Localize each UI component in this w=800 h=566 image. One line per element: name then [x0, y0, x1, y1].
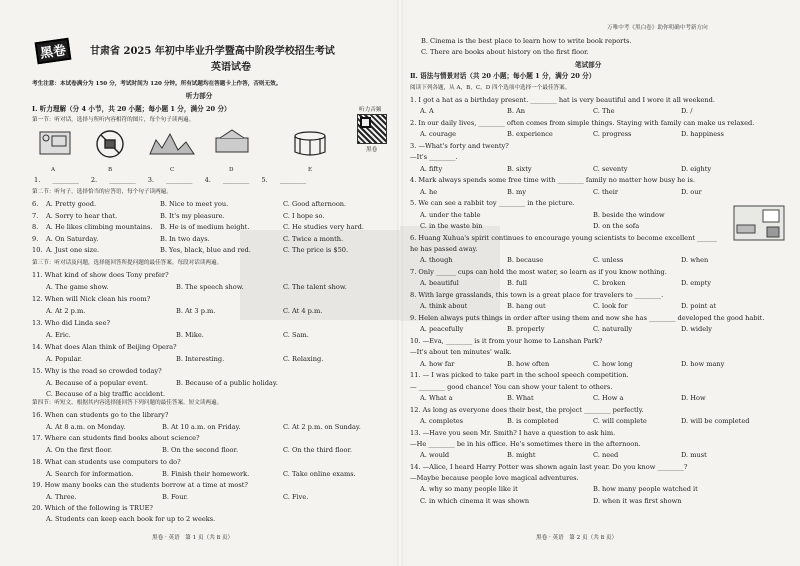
option-b: B. Four. — [162, 492, 188, 501]
option-b: B. The speech show. — [176, 283, 244, 291]
option-b: B. At 3 p.m. — [176, 307, 216, 315]
question-text: 2. In our daily lives, ________ often comes from simple things. Staying with family can make us relaxed. — [410, 119, 755, 127]
listening-sub2: 第二节：听句子，选择恰当的应答语，每个句子读两遍。 — [32, 189, 172, 195]
pic-label-e: E — [308, 167, 313, 173]
option-b: B. It's my pleasure. — [160, 211, 225, 220]
option-b: B. Because of a public holiday. — [176, 379, 278, 387]
question-text: 17. Where can students find books about science? — [32, 434, 200, 443]
option-b: B. how many people watched it — [593, 485, 698, 494]
question-text: 1. I got a hat as a birthday present. ________ hat is very beautiful and I wore it all weekend. — [410, 96, 715, 104]
option-d: D. widely — [681, 325, 712, 334]
answer-blanks: 1. ________ 2. ________ 3. ________ 4. ________ 5. ________ — [34, 176, 307, 184]
option-a: A. Popular. — [46, 355, 83, 363]
question-text-2: —He ________ be in his office. He's sometimes there in the afternoon. — [410, 439, 641, 448]
question-text: 13. —Have you seen Mr. Smith? I have a question to ask him. — [410, 428, 616, 437]
option-b: B. An — [507, 107, 526, 116]
option-c: C. need — [593, 451, 619, 460]
written-section-title: Ⅱ. 语法与情景对话（共 20 小题；每小题 1 分，满分 20 分） — [410, 72, 596, 80]
written-part-title: 笔试部分 — [575, 61, 602, 69]
option-a: A. under the table — [420, 210, 481, 219]
option-a: A. At 8 a.m. on Monday. — [46, 423, 126, 431]
option-a: A. Sorry to hear that. — [46, 211, 118, 220]
exam-subtitle: 英语试卷 — [211, 62, 251, 73]
question-text: 13. Who did Linda see? — [32, 319, 111, 327]
pic-label-d: D — [229, 167, 234, 173]
pic-label-c: C — [170, 167, 175, 173]
option-b: B. Interesting. — [176, 355, 225, 363]
option-a: A. Just one size. — [46, 246, 100, 255]
option-a: A. though — [420, 256, 453, 265]
option-b: B. because — [507, 256, 544, 265]
question-number: 7. — [32, 211, 39, 220]
written-instructions: 阅读下列各题，从 A，B，C，D 四个选项中选择一个最佳答案。 — [410, 85, 571, 91]
page-footer-left: 黑卷 · 英语 第 1 页（共 8 页） — [152, 535, 234, 541]
pic-label-a: A — [51, 167, 56, 173]
question-text: 10. —Eva, ________ is it from your home to Lanshan Park? — [410, 336, 603, 345]
cont-option-c: C. There are books about history on the first floor. — [421, 48, 589, 56]
question-text: 7. Only ______ cups can hold the most water, so learn as if you know nothing. — [410, 267, 667, 276]
option-c: C. seventy — [593, 164, 628, 173]
question-text-2: —It's ________. — [410, 153, 458, 162]
option-c: C. will complete — [593, 416, 647, 425]
option-c: C. Good afternoon. — [283, 200, 347, 208]
picture-c — [150, 134, 194, 154]
cont-option-b: B. Cinema is the best place to learn how to write book reports. — [421, 37, 632, 45]
question-number: 6. — [32, 200, 39, 208]
option-d: D. happiness — [681, 130, 724, 139]
option-a: A. Pretty good. — [46, 200, 97, 208]
question-text: 6. Huang Xuhua's spirit continues to encourage young scientists to become excellent ______ — [410, 233, 717, 242]
option-c: C. look for — [593, 302, 628, 311]
option-a: A. The game show. — [46, 283, 109, 291]
question-text-2: —It's about ten minutes' walk. — [410, 348, 512, 357]
question-text: 8. With large grasslands, this town is a great place for travelers to ________. — [410, 290, 664, 299]
picture-e — [295, 132, 325, 155]
option-c: C. On the third floor. — [283, 446, 352, 455]
exam-title: 甘肃省 2025 年初中毕业升学暨高中阶段学校招生考试 — [90, 46, 335, 57]
option-a: A. would — [420, 451, 450, 460]
picture-a — [40, 132, 70, 154]
option-a: A. On the first floor. — [46, 446, 113, 455]
option-c: C. how long — [593, 359, 633, 368]
rabbit-picture — [733, 205, 785, 241]
question-text: 18. What can students use computers to do? — [32, 457, 181, 466]
option-c: C. Relaxing. — [283, 355, 324, 363]
option-a: A. Because of a popular event. — [46, 379, 148, 387]
question-text: 16. When can students go to the library? — [32, 411, 169, 419]
option-d: D. / — [681, 107, 693, 116]
listening-sub3: 第三节：听对话及问题，选择能回答所提问题的最佳答案。每段对话读两遍。 — [32, 260, 223, 266]
option-b: B. full — [507, 279, 527, 288]
option-d: D. on the sofa — [593, 221, 640, 230]
option-a: A. beautiful — [420, 279, 459, 288]
option-d: D. empty — [681, 279, 711, 288]
option-d: D. our — [681, 187, 702, 196]
option-c: C. The price is $50. — [283, 246, 349, 255]
option-b: B. how often — [507, 359, 550, 368]
option-c: C. How a — [593, 393, 624, 402]
question-text-2: —Maybe because people love magical adventures. — [410, 474, 579, 483]
option-a: A. On Saturday. — [46, 234, 99, 243]
option-c: C. broken — [593, 279, 626, 288]
question-text: 11. — I was picked to take part in the school speech competition. — [410, 371, 629, 380]
page-footer-right: 黑卷 · 英语 第 2 页（共 8 页） — [536, 535, 618, 541]
option-b: B. properly — [507, 325, 545, 334]
option-b: B. He is of medium height. — [160, 223, 250, 232]
option-a: A. What a — [420, 393, 453, 402]
option-b: B. What — [507, 393, 534, 402]
question-text: 12. When will Nick clean his room? — [32, 295, 151, 303]
qr-label: 听力音频 — [359, 107, 382, 113]
option-b: B. Mike. — [176, 331, 204, 339]
question-text: 5. We can see a rabbit toy ________ in the picture. — [410, 199, 575, 208]
option-a: A. completes — [420, 416, 464, 425]
option-c: C. At 2 p.m. on Sunday. — [283, 423, 361, 431]
option-d: D. point at — [681, 302, 717, 311]
listening-pictures — [38, 128, 338, 166]
option-a: A. think about — [420, 302, 468, 311]
listening-section-title: Ⅰ. 听力理解（分 4 小节，共 20 小题；每小题 1 分，满分 20 分） — [32, 105, 231, 113]
option-c: C. I hope so. — [283, 211, 325, 220]
option-b: B. sixty — [507, 164, 532, 173]
qr-sub: 黑卷 — [366, 147, 378, 153]
question-text: 3. —What's forty and twenty? — [410, 142, 509, 150]
option-b: B. is completed — [507, 416, 559, 425]
option-c: C. Sam. — [283, 331, 309, 339]
header-right: 万唯中考《黑白卷》助你明确中考新方向 — [607, 25, 708, 31]
question-text: 12. As long as everyone does their best, the project ________ perfectly. — [410, 405, 644, 414]
listening-part-title: 听力部分 — [186, 92, 213, 100]
option-d: D. must — [681, 451, 707, 460]
question-number: 9. — [32, 234, 39, 243]
option-d: D. eighty — [681, 164, 712, 173]
option-c: C. in which cinema it was shown — [420, 496, 530, 505]
option-a: A. fifty — [420, 164, 443, 173]
picture-d — [216, 130, 248, 152]
question-text: 9. Helen always puts things in order after using them and now she has ________ developed the good habit. — [410, 313, 765, 322]
question-number: 10. — [32, 246, 43, 255]
option-b: B. hang out — [507, 302, 546, 311]
option-c: C. At 4 p.m. — [283, 307, 323, 315]
option-b: B. Yes, black, blue and red. — [160, 246, 251, 255]
option-a: A. he — [420, 187, 438, 196]
option-b: B. experience — [507, 130, 553, 139]
qr-code[interactable] — [357, 114, 387, 144]
option-a: A. A — [420, 107, 434, 116]
option-a: A. why so many people like it — [420, 485, 518, 494]
picture-b — [97, 131, 123, 157]
option-c: C. Twice a month. — [283, 234, 344, 243]
option-b: B. beside the window — [593, 210, 665, 219]
option-a: A. Three. — [46, 492, 77, 501]
q20-text: 20. Which of the following is TRUE? — [32, 504, 153, 512]
question-text: 14. What does Alan think of Beijing Opera? — [32, 343, 177, 351]
question-text: 11. What kind of show does Tony prefer? — [32, 271, 169, 279]
option-b: B. On the second floor. — [162, 446, 239, 455]
option-c: C. He studies very hard. — [283, 223, 364, 232]
question-text: 15. Why is the road so crowded today? — [32, 367, 162, 375]
option-c: C. in the waste bin — [420, 221, 483, 230]
question-number: 8. — [32, 223, 39, 232]
option-d: D. how many — [681, 359, 725, 368]
exam-notice: 考生注意：本试卷满分为 150 分，考试时间为 120 分钟。所有试题均在答题卡上作答，否则无效。 — [32, 81, 282, 87]
option-d: D. when — [681, 256, 709, 265]
option-c: C. Because of a big traffic accident. — [46, 390, 166, 398]
option-a: A. Search for information. — [46, 469, 134, 478]
question-text-2: he has passed away. — [410, 244, 478, 253]
option-b: B. Finish their homework. — [162, 469, 250, 478]
option-c: C. Five. — [283, 492, 309, 501]
listening-sub1: 第一节：听对话，选择与所听内容相符的图片，每个句子读两遍。 — [32, 117, 195, 123]
option-a: A. courage — [420, 130, 457, 139]
option-b: B. In two days. — [160, 234, 210, 243]
black-badge: 黑卷 — [35, 38, 72, 65]
option-b: B. At 10 a.m. on Friday. — [162, 423, 241, 431]
option-a: A. At 2 p.m. — [46, 307, 86, 315]
option-d: D. when it was first shown — [593, 496, 682, 505]
option-a: A. how far — [420, 359, 455, 368]
option-c: C. The — [593, 107, 615, 116]
option-c: C. unless — [593, 256, 624, 265]
question-text: 19. How many books can the students borrow at a time at most? — [32, 480, 248, 489]
option-c: C. The talent show. — [283, 283, 347, 291]
option-a: A. He likes climbing mountains. — [46, 223, 153, 232]
option-c: C. naturally — [593, 325, 633, 334]
option-d: D. will be completed — [681, 416, 750, 425]
option-c: C. progress — [593, 130, 632, 139]
pic-label-b: B — [108, 167, 113, 173]
option-c: C. their — [593, 187, 619, 196]
question-text: 14. —Alice, I heard Harry Potter was shown again last year. Do you know ________? — [410, 462, 688, 471]
option-b: B. might — [507, 451, 536, 460]
q20-option-a: A. Students can keep each book for up to 2 weeks. — [46, 515, 216, 523]
question-text-2: — ________ good chance! You can show your talent to others. — [410, 382, 613, 391]
option-b: B. Nice to meet you. — [160, 200, 229, 208]
option-c: C. Take online exams. — [283, 469, 356, 478]
question-text: 4. Mark always spends some free time with ________ family no matter how busy he is. — [410, 176, 695, 185]
option-b: B. my — [507, 187, 527, 196]
option-a: A. Eric. — [46, 331, 71, 339]
option-a: A. peacefully — [420, 325, 464, 334]
option-d: D. How — [681, 393, 706, 402]
listening-sub4: 第四节：听短文，根据其内容选择能回答下列问题的最佳答案。短文读两遍。 — [32, 400, 223, 406]
